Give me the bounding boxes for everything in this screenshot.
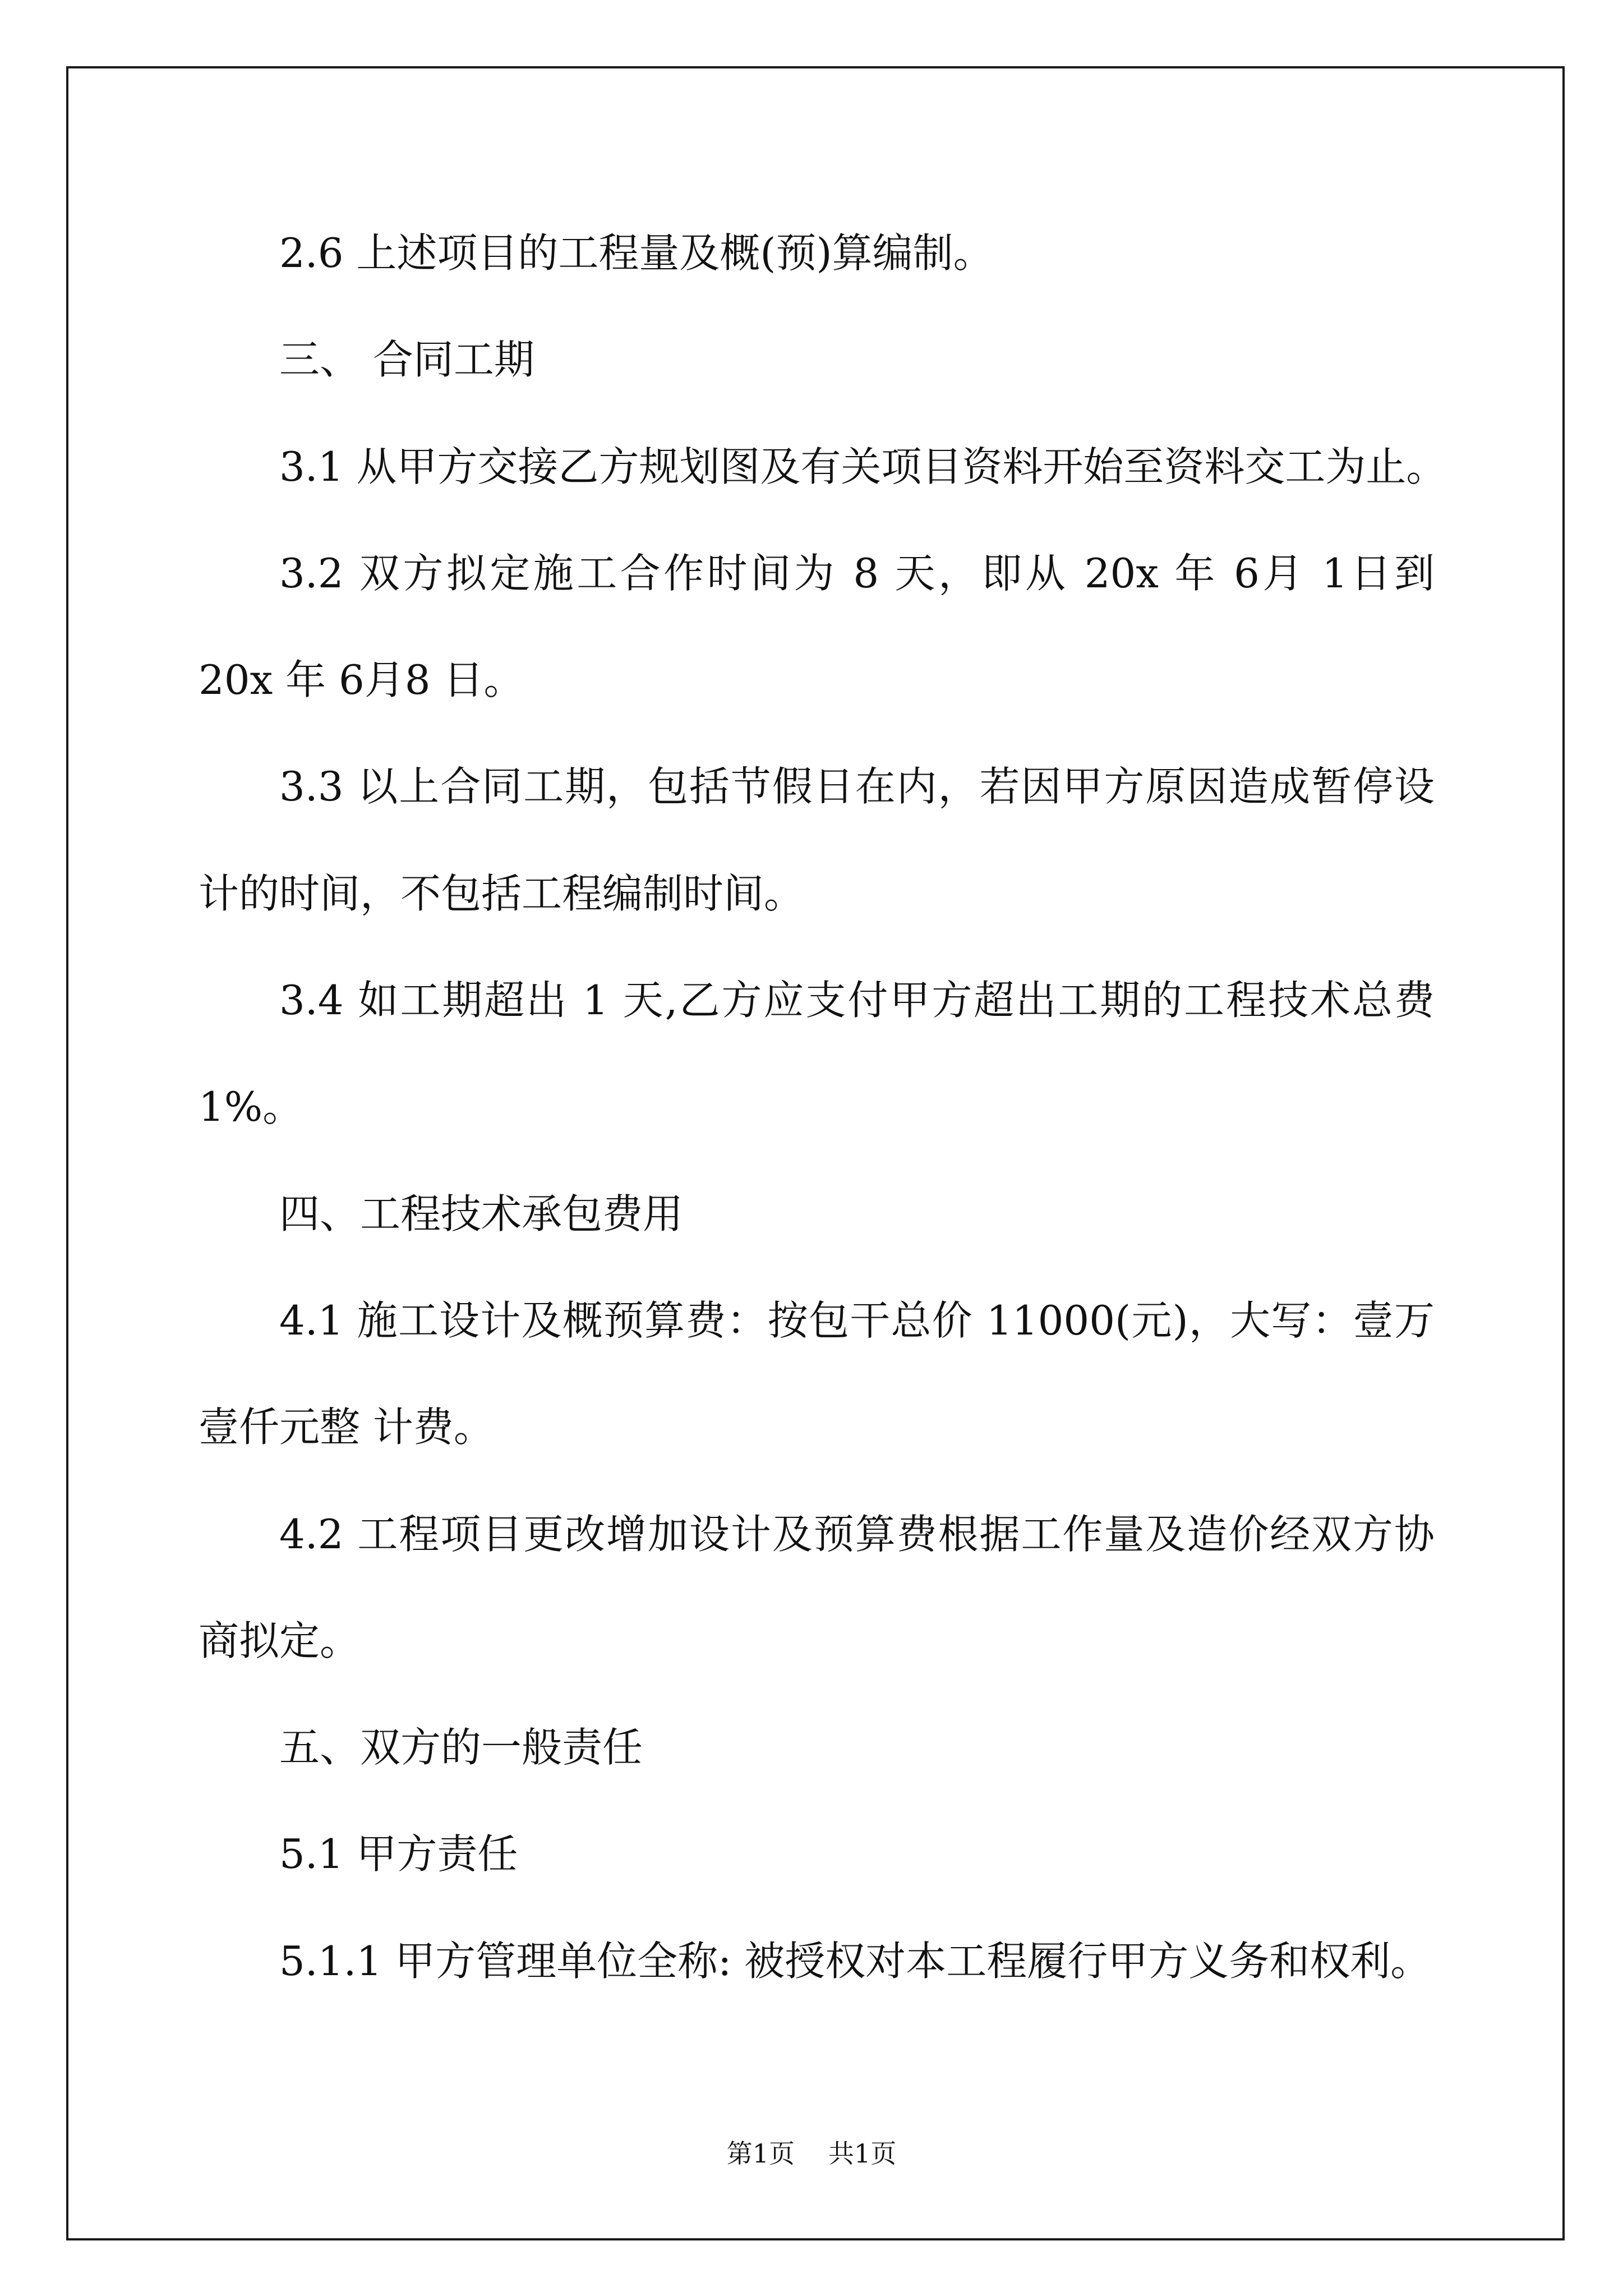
clause-3-3-line-1: 3.3 以上合同工期，包括节假日在内，若因甲方原因造成暂停设: [279, 763, 1435, 811]
clause-3-2-line-1: 3.2 双方拟定施工合作时间为 8 天，即从 20x 年 6月 1日到: [279, 549, 1435, 597]
clause-3-4-line-2: 1%。: [199, 1083, 303, 1131]
clause-3-4-line-1: 3.4 如工期超出 1 天,乙方应支付甲方超出工期的工程技术总费: [279, 977, 1435, 1024]
clause-4-1-line-1: 4.1 施工设计及概预算费：按包干总价 11000(元)，大写：壹万: [279, 1296, 1435, 1344]
section-3-heading: 三、 合同工期: [279, 336, 534, 384]
clause-5-1-1: 5.1.1 甲方管理单位全称: 被授权对本工程履行甲方义务和权利。: [279, 1937, 1431, 1985]
total-pages-label: 共1页: [828, 2138, 897, 2169]
clause-3-3-line-2: 计的时间，不包括工程编制时间。: [199, 869, 805, 917]
clause-4-1-line-2: 壹仟元整 计费。: [199, 1404, 494, 1451]
page-footer: [0, 2137, 1623, 2170]
clause-4-2-line-2: 商拟定。: [199, 1617, 361, 1664]
section-5-heading: 五、双方的一般责任: [279, 1724, 643, 1772]
clause-3-1: 3.1 从甲方交接乙方规划图及有关项目资料开始至资料交工为止。: [279, 443, 1447, 490]
clause-2-6: 2.6 上述项目的工程量及概(预)算编制。: [279, 229, 994, 277]
clause-3-2-line-2: 20x 年 6月8 日。: [199, 656, 524, 704]
section-4-heading: 四、工程技术承包费用: [279, 1190, 684, 1237]
clause-5-1-heading: 5.1 甲方责任: [279, 1830, 518, 1878]
current-page-label: 第1页: [726, 2138, 795, 2169]
clause-4-2-line-1: 4.2 工程项目更改增加设计及预算费根据工作量及造价经双方协: [279, 1510, 1435, 1558]
document-body: [199, 200, 1447, 2014]
